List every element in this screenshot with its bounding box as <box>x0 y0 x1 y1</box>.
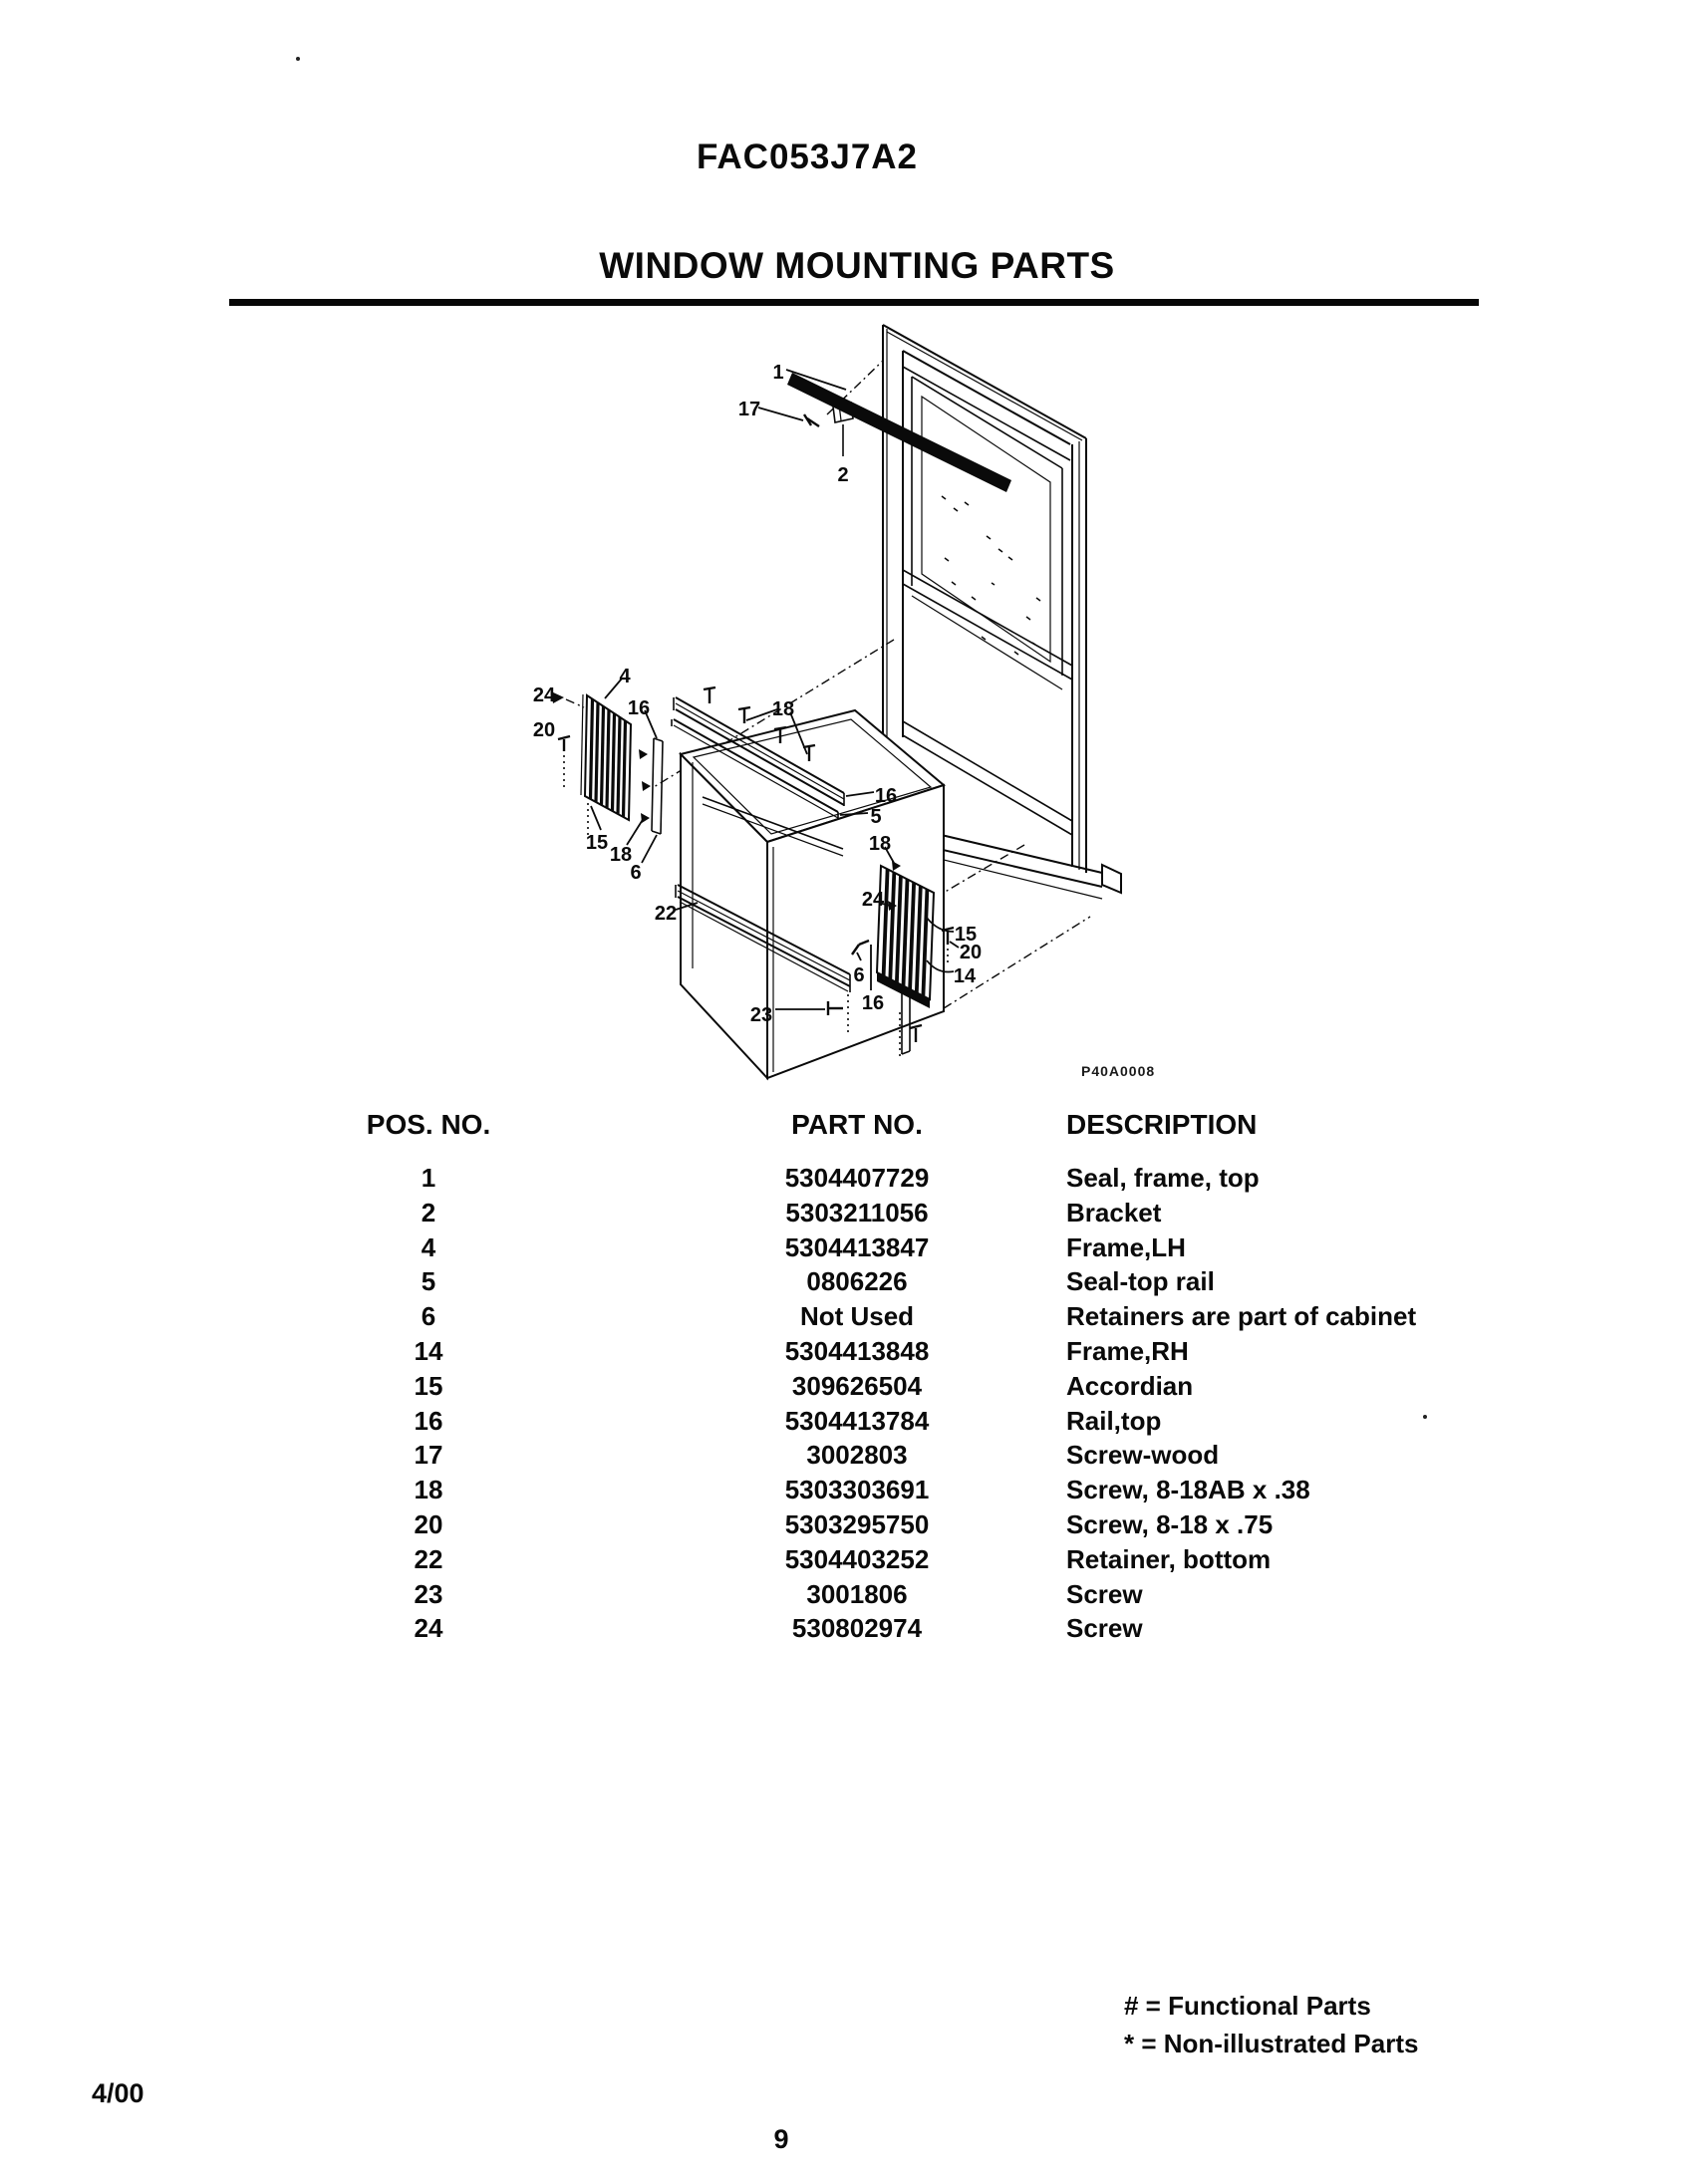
callout-4: 4 <box>619 666 631 687</box>
projection-line <box>566 699 584 707</box>
part-cell: 0806226 <box>806 1266 908 1297</box>
table-row <box>0 1509 1708 1543</box>
part-cell: 5304407729 <box>784 1163 930 1193</box>
table-row <box>0 1579 1708 1613</box>
callout-14: 14 <box>953 965 977 987</box>
part-cell: 3001806 <box>806 1578 908 1609</box>
pos-cell: 18 <box>414 1475 443 1505</box>
callout-1: 1 <box>772 362 784 384</box>
pos-cell: 14 <box>414 1336 443 1366</box>
callout-18: 18 <box>609 844 633 866</box>
callout-23: 23 <box>749 1004 773 1026</box>
part-cell: 5304403252 <box>784 1543 930 1574</box>
description-cell: Frame,LH <box>1066 1231 1186 1262</box>
legend-non-illustrated: * = Non-illustrated Parts <box>1124 2029 1419 2058</box>
col-header-desc: DESCRIPTION <box>1066 1109 1258 1140</box>
accordion-panel-left <box>581 694 631 837</box>
table-row <box>0 1406 1708 1440</box>
part-cell: 3002803 <box>806 1440 908 1471</box>
pos-cell: 16 <box>414 1405 443 1436</box>
callout-17: 17 <box>737 399 761 420</box>
callout-15: 15 <box>585 832 609 854</box>
description-cell: Rail,top <box>1066 1405 1162 1436</box>
part-cell: 5303211056 <box>785 1197 929 1227</box>
section-title: WINDOW MOUNTING PARTS <box>599 245 1115 286</box>
table-row <box>0 1198 1708 1231</box>
scan-artifact-dot <box>296 57 300 61</box>
section-divider <box>229 299 1479 306</box>
callout-20: 20 <box>959 942 983 963</box>
callout-15: 15 <box>954 924 978 946</box>
callout-18: 18 <box>868 833 892 855</box>
exploded-view-diagram <box>379 314 1221 1091</box>
callout-16: 16 <box>861 992 885 1014</box>
pos-cell: 24 <box>414 1613 443 1644</box>
pos-cell: 17 <box>414 1440 443 1471</box>
part-cell: 5304413784 <box>784 1405 930 1436</box>
callout-22: 22 <box>654 903 678 925</box>
pos-cell: 1 <box>421 1163 436 1193</box>
col-header-pos: POS. NO. <box>366 1109 491 1140</box>
pos-cell: 4 <box>421 1231 436 1262</box>
callout-16: 16 <box>874 785 898 807</box>
top-seal-bar <box>787 373 1011 492</box>
pos-cell: 15 <box>414 1370 443 1401</box>
callout-5: 5 <box>870 806 882 828</box>
pos-cell: 23 <box>414 1578 443 1609</box>
pos-cell: 5 <box>421 1266 436 1297</box>
pos-cell: 2 <box>421 1197 436 1227</box>
legend-functional: # = Functional Parts <box>1124 1991 1371 2021</box>
description-cell: Seal-top rail <box>1066 1266 1215 1297</box>
part-cell: 309626504 <box>791 1370 923 1401</box>
table-row <box>0 1336 1708 1370</box>
callout-6: 6 <box>630 862 642 884</box>
wood-screw <box>804 414 819 426</box>
callout-24: 24 <box>532 684 556 706</box>
table-row <box>0 1163 1708 1197</box>
table-row <box>0 1371 1708 1405</box>
left-screw-20 <box>558 736 570 789</box>
glass-speckles <box>942 496 1040 655</box>
page-number: 9 <box>773 2124 789 2154</box>
table-row <box>0 1301 1708 1335</box>
part-cell: Not Used <box>799 1301 915 1332</box>
description-cell: Screw <box>1066 1578 1143 1609</box>
pos-cell: 22 <box>414 1543 443 1574</box>
issue-date: 4/00 <box>92 2078 144 2108</box>
col-header-part: PART NO. <box>791 1109 923 1140</box>
table-row <box>0 1440 1708 1474</box>
description-cell: Retainers are part of cabinet <box>1066 1301 1417 1332</box>
pos-cell: 6 <box>421 1301 436 1332</box>
left-screw-ticks <box>639 749 651 823</box>
part-cell: 5304413848 <box>784 1336 930 1366</box>
callout-2: 2 <box>837 464 849 486</box>
callout-24: 24 <box>861 889 885 911</box>
page-title: FAC053J7A2 <box>696 137 919 176</box>
table-row <box>0 1232 1708 1266</box>
table-row <box>0 1613 1708 1647</box>
description-cell: Screw, 8-18 x .75 <box>1066 1509 1274 1539</box>
left-channel-strip <box>652 738 663 834</box>
description-cell: Retainer, bottom <box>1066 1543 1272 1574</box>
description-cell: Seal, frame, top <box>1066 1163 1260 1193</box>
table-row <box>0 1266 1708 1300</box>
callout-6: 6 <box>853 964 865 986</box>
callout-18: 18 <box>771 698 795 720</box>
table-row <box>0 1475 1708 1508</box>
table-row <box>0 1544 1708 1578</box>
description-cell: Accordian <box>1066 1370 1194 1401</box>
figure-code: P40A0008 <box>1081 1063 1156 1079</box>
part-cell: 5303303691 <box>784 1475 930 1505</box>
callout-16: 16 <box>627 697 651 719</box>
description-cell: Screw-wood <box>1066 1440 1220 1471</box>
description-cell: Frame,RH <box>1066 1336 1189 1366</box>
part-cell: 5304413847 <box>784 1231 930 1262</box>
part-cell: 5303295750 <box>784 1509 930 1539</box>
pos-cell: 20 <box>414 1509 443 1539</box>
part-cell: 530802974 <box>791 1613 923 1644</box>
callout-20: 20 <box>532 719 556 741</box>
description-cell: Screw, 8-18AB x .38 <box>1066 1475 1310 1505</box>
description-cell: Bracket <box>1066 1197 1162 1227</box>
description-cell: Screw <box>1066 1613 1143 1644</box>
